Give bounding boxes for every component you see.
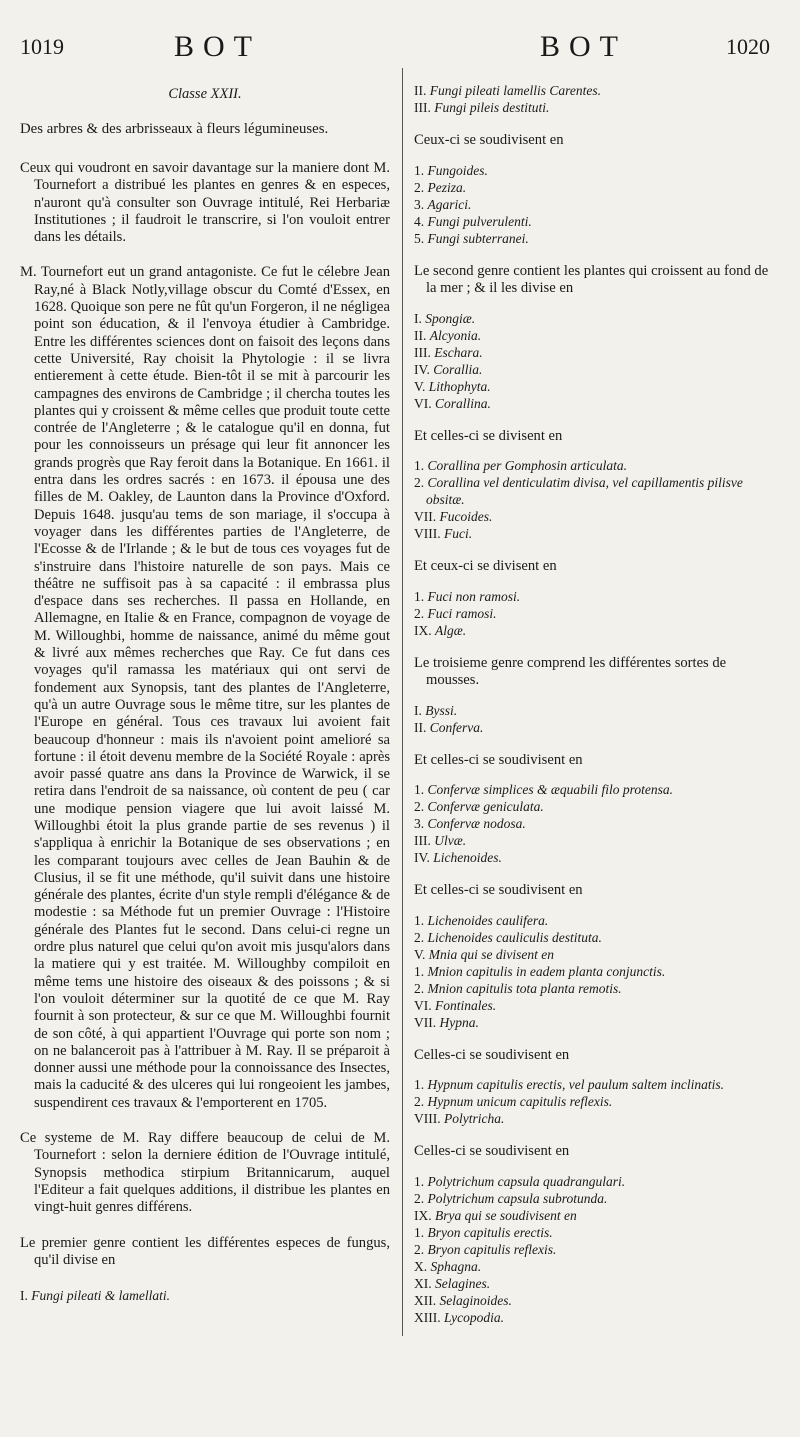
list-item: VIII. Polytricha. <box>414 1111 505 1126</box>
list-item: 2. Lichenoides cauliculis destituta. <box>414 929 602 945</box>
list-item: 2. Bryon capitulis reflexis. <box>414 1241 557 1257</box>
list-item: 1. Bryon capitulis erectis. <box>414 1224 553 1240</box>
list-item: XII. Selaginoides. <box>414 1292 512 1308</box>
list-item: I. Spongiæ. <box>414 310 476 326</box>
left-running-head: BOT <box>174 30 261 63</box>
list-item: VII. Hypna. <box>414 1014 479 1030</box>
list-item: 1. Corallina per Gomphosin articulata. <box>414 458 628 473</box>
classe-title: Classe XXII. <box>168 86 242 102</box>
list-item: 4. Fungi pulverulenti. <box>414 213 532 229</box>
paragraph: Ce systeme de M. Ray differe beaucoup de celui de M. Tournefort : selon la derniere édition de l'Ouvrage intitulé, Synopsis methodica stirpium Britannicarum, auquel l'Editeur a fait quelques additions, il distribue les plantes en vingt-huit genres différens. <box>20 1130 390 1216</box>
list-a <box>414 82 782 116</box>
list-item: VIII. Fuci. <box>414 526 473 541</box>
list-f <box>414 702 782 736</box>
list-item: 2. Fuci ramosi. <box>414 605 497 621</box>
list-item: IX. Algæ. <box>414 622 467 638</box>
list-item: 2. Peziza. <box>414 179 467 195</box>
list-c <box>414 310 782 412</box>
list-item: 1. Mnion capitulis in eadem planta conjunctis. <box>414 963 666 979</box>
list-item: 3. Agarici. <box>414 196 472 212</box>
list-d <box>414 457 782 542</box>
list-item: 1. Polytrichum capsula quadrangulari. <box>414 1173 626 1189</box>
list-j <box>414 1173 782 1326</box>
left-column <box>20 82 390 1320</box>
list-item: VI. Corallina. <box>414 395 491 411</box>
list-item: 2. Corallina vel denticulatim divisa, vel capillamentis pilisve obsitæ. <box>414 475 743 507</box>
intro-text: Le troisieme genre comprend les différentes sortes de mousses. <box>414 654 727 688</box>
list-item: 2. Hypnum unicum capitulis reflexis. <box>414 1094 613 1109</box>
list-item: 5. Fungi subterranei. <box>414 230 529 246</box>
list-item: III. Ulvæ. <box>414 833 467 848</box>
section-heading: Des arbres & des arbrisseaux à fleurs légumineuses. <box>20 121 329 137</box>
paragraph: M. Tournefort eut un grand antagoniste. Ce fut le célebre Jean Ray,né à Black Notly,village obscur du Comté d'Essex, en 1628. Quoique son pere ne fût qu'un Forgeron, il ne négligea point son éducation, & il l'envoya étudier à Cambridge. Entre les différentes sciences dont on faisoit des leçons dans cette Université, Ray choisit la Phytologie : il se livra entierement à cette étude. Bien-tôt il se mit à parcourir les campagnes des environs de Cambridge ; il chercha toutes les plantes qui y croissent & même celles que produit toute cette contrée de l'Angleterre ; & le catalogue qu'il en donna, fut pour les connoisseurs un présage qui leur fit annoncer les grands progrès que Ray feroit dans la Botanique. En 1661. il entra dans les ordres sacrés : en 1673. il épousa une des filles de M. Oakley, de Launton dans la Province d'Oxford. Depuis 1648. jusqu'au tems de son mariage, il s'occupa à voyager dans les différentes parties de l'Angleterre, de l'Ecosse & de l'Irlande ; & le but de tous ces voyages fut de s'instruire dans l'histoire naturelle de son pays. Mais ce théâtre ne suffisoit pas à sa capacité : il embrassa plus d'espace dans ses recherches. Il passa en Hollande, en Allemagne, en Italie & en France, compagnon de voyage de M. Willoughbi, homme de naissance, animé du même gout & livré aux mêmes recherches que Ray. Ce fut dans ces voyages qu'il ramassa les matériaux qui ont servi de fondement aux Synopsis, tant des plantes de l'Angleterre, qu'à un autre Ouvrage sous le même titre, sur les plantes de l'Europe en général. Tous ces travaux lui avoient fait beaucoup d'honneur : mais ils n'avoient point amelioré sa fortune : il étoit devenu membre de la Société Royale : après avoir passé quatre ans dans la Province de Warwick, il se retira dans l'endroit de sa naissance, où content de peu ( car une modique pension viagere que lui avoit laissé M. Willoughbi étoit la plus grande partie de ses revenus ) il s'appliqua à enrichir la Botanique de ses observations ; en les comparant toujours avec celles de Jean Bauhin & de Clusius, il se fit une méthode, qu'il suivit dans une histoire générale des plantes, écrite d'un style rempli d'élégance & de modestie : sa Méthode fut un premier Ouvrage : l'Histoire générale des Plantes fut le second. Dans celui-ci regne un ordre plus naturel que celui qu'on avoit mis jusqu'alors dans la matiere qui y est traitée. M. Willoughby compiloit en même tems une histoire des oiseaux & des poissons ; & si l'on vouloit déterminer sur la quotité de ce que M. Ray fournit à son protecteur, & sur ce que M. Willoughbi fournit de son côté, à qui appartient l'Ouvrage qui porte son nom ; on ne balanceroit pas à l'attribuer à M. Ray. Il se préparoit à donner aussi une méthode pour la connoissance des Insectes, mais la caducité & des ulceres qui lui rongeoient les jambes, suspendirent ces travaux & l'emporterent en 1705. <box>20 264 390 1111</box>
list-item: XIII. Lycopodia. <box>414 1309 504 1325</box>
list <box>20 1287 390 1304</box>
list-item: 1. Hypnum capitulis erectis, vel paulum saltem inclinatis. <box>414 1077 724 1092</box>
list-item: I. Byssi. <box>414 702 458 718</box>
list-h <box>414 912 782 1031</box>
list-item: 1. Lichenoides caulifera. <box>414 912 549 928</box>
list-item: II. Fungi pileati lamellis Carentes. <box>414 83 601 98</box>
list-item: V. Mnia qui se divisent en <box>414 946 554 962</box>
intro-text: Et celles-ci se divisent en <box>414 427 563 444</box>
intro-text: Et celles-ci se soudivisent en <box>414 751 583 768</box>
list-item: IX. Brya qui se soudivisent en <box>414 1207 577 1223</box>
right-page-number: 1020 <box>726 34 770 59</box>
left-page-number: 1019 <box>20 34 64 59</box>
list-g <box>414 781 782 866</box>
list-item: XI. Selagines. <box>414 1275 491 1291</box>
list-item: II. Conferva. <box>414 719 484 735</box>
list-b <box>414 162 782 247</box>
paragraph: Le premier genre contient les différentes especes de fungus, qu'il divise en <box>20 1234 390 1268</box>
intro-text: Ceux-ci se soudivisent en <box>414 132 564 148</box>
list-item: III. Fungi pileis destituti. <box>414 100 550 115</box>
list-item: 2. Polytrichum capsula subrotunda. <box>414 1190 608 1206</box>
intro-text: Et ceux-ci se divisent en <box>414 558 557 574</box>
list-item: IV. Lichenoides. <box>414 850 502 865</box>
list-item: 1. Fuci non ramosi. <box>414 588 521 604</box>
right-running-head: BOT <box>540 30 627 63</box>
list-item: X. Sphagna. <box>414 1258 482 1274</box>
list-item: 2. Mnion capitulis tota planta remotis. <box>414 980 622 996</box>
list-item: II. Alcyonia. <box>414 327 482 343</box>
list-item: 3. Confervæ nodosa. <box>414 816 526 831</box>
right-column <box>414 82 782 1342</box>
list-item: III. Eschara. <box>414 344 483 360</box>
list-item: VI. Fontinales. <box>414 997 497 1013</box>
list-item: 2. Confervæ geniculata. <box>414 799 544 814</box>
list-item: VII. Fucoides. <box>414 509 493 524</box>
list-item: 1. Confervæ simplices & æquabili filo protensa. <box>414 782 673 797</box>
paragraph: Ceux qui voudront en savoir davantage sur la maniere dont M. Tournefort a distribué les plantes en genres & en especes, n'auront qu'à consulter son Ouvrage intitulé, Rei Herbariæ Institutiones ; il faudroit le transcrire, si l'on vouloit entrer dans les détails. <box>20 160 390 246</box>
list-item: V. Lithophyta. <box>414 378 491 394</box>
list-item: 1. Fungoides. <box>414 162 488 178</box>
intro-text: Et celles-ci se soudivisent en <box>414 882 583 898</box>
list-e <box>414 588 782 639</box>
column-divider <box>402 68 403 1336</box>
list-item: IV. Corallia. <box>414 361 483 377</box>
list-i <box>414 1076 782 1127</box>
intro-text: Celles-ci se soudivisent en <box>414 1143 570 1159</box>
intro-text: Celles-ci se soudivisent en <box>414 1046 570 1063</box>
list-item: I. Fungi pileati & lamellati. <box>20 1288 170 1304</box>
intro-text: Le second genre contient les plantes qui croissent au fond de la mer ; & il les divise en <box>414 262 769 296</box>
